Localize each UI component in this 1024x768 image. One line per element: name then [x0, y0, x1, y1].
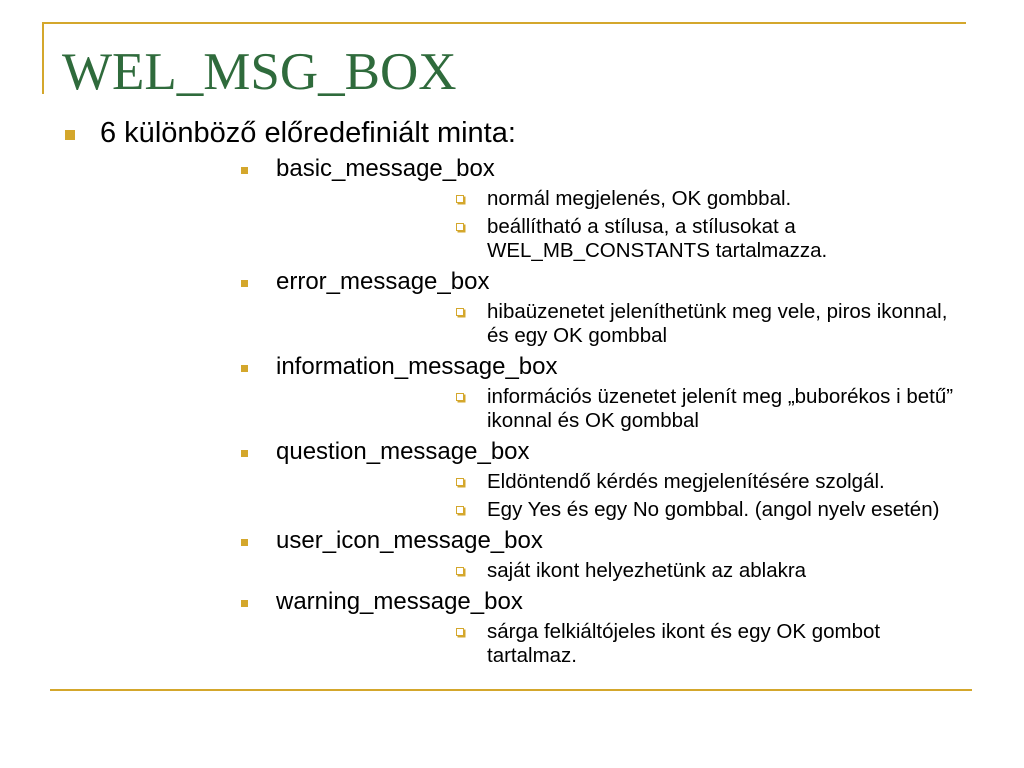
description-item	[276, 498, 1024, 522]
message-box-type-item	[100, 438, 1024, 522]
checkbox-bullet-icon	[456, 506, 464, 514]
top-border-line	[42, 22, 966, 24]
message-box-type-label: question_message_box	[276, 438, 530, 465]
message-box-type-item	[100, 353, 1024, 433]
description-item	[276, 470, 1024, 494]
description-text: sárga felkiáltójeles ikont és egy OK gombot tartalmaz.	[487, 620, 881, 667]
square-bullet-icon	[65, 130, 75, 140]
message-box-type-label: warning_message_box	[276, 588, 523, 615]
message-box-type-item	[100, 268, 1024, 348]
description-item	[276, 300, 1024, 348]
small-square-bullet-icon	[241, 600, 248, 607]
bottom-border-line	[50, 689, 972, 691]
checkbox-bullet-icon	[456, 195, 464, 203]
bullet-list	[0, 115, 1024, 668]
left-border-line	[42, 22, 44, 94]
description-text: normál megjelenés, OK gombbal.	[487, 187, 792, 210]
small-square-bullet-icon	[241, 365, 248, 372]
description-list	[276, 470, 1024, 522]
small-square-bullet-icon	[241, 280, 248, 287]
checkbox-bullet-icon	[456, 567, 464, 575]
description-item	[276, 215, 1024, 263]
checkbox-bullet-icon	[456, 223, 464, 231]
checkbox-bullet-icon	[456, 308, 464, 316]
description-text: beállítható a stílusa, a stílusokat a WEL_MB_CONSTANTS tartalmazza.	[487, 215, 828, 262]
message-box-type-label: basic_message_box	[276, 155, 495, 182]
description-list	[276, 187, 1024, 263]
small-square-bullet-icon	[241, 539, 248, 546]
small-square-bullet-icon	[241, 167, 248, 174]
message-box-type-list	[100, 155, 1024, 668]
description-list	[276, 300, 1024, 348]
description-text: hibaüzenetet jeleníthetünk meg vele, piros ikonnal, és egy OK gombbal	[487, 300, 948, 347]
checkbox-bullet-icon	[456, 478, 464, 486]
description-list	[276, 559, 1024, 583]
description-item	[276, 620, 1024, 668]
message-box-type-item	[100, 155, 1024, 263]
top-level-label: 6 különböző előredefiniált minta:	[100, 117, 516, 149]
description-text: Eldöntendő kérdés megjelenítésére szolgál.	[487, 470, 885, 493]
message-box-type-label: information_message_box	[276, 353, 558, 380]
description-text: Egy Yes és egy No gombbal. (angol nyelv esetén)	[487, 498, 940, 521]
description-text: információs üzenetet jelenít meg „buborékos i betű” ikonnal és OK gombbal	[487, 385, 954, 432]
message-box-type-item	[100, 527, 1024, 583]
description-list	[276, 620, 1024, 668]
message-box-type-label: user_icon_message_box	[276, 527, 543, 554]
checkbox-bullet-icon	[456, 628, 464, 636]
message-box-type-label: error_message_box	[276, 268, 490, 295]
slide-title: WEL_MSG_BOX	[62, 43, 457, 101]
description-list	[276, 385, 1024, 433]
checkbox-bullet-icon	[456, 393, 464, 401]
message-box-type-item	[100, 588, 1024, 668]
slide-content	[0, 115, 1024, 673]
description-item	[276, 187, 1024, 211]
description-text: saját ikont helyezhetünk az ablakra	[487, 559, 807, 582]
top-level-item	[0, 115, 1024, 668]
small-square-bullet-icon	[241, 450, 248, 457]
description-item	[276, 559, 1024, 583]
description-item	[276, 385, 1024, 433]
